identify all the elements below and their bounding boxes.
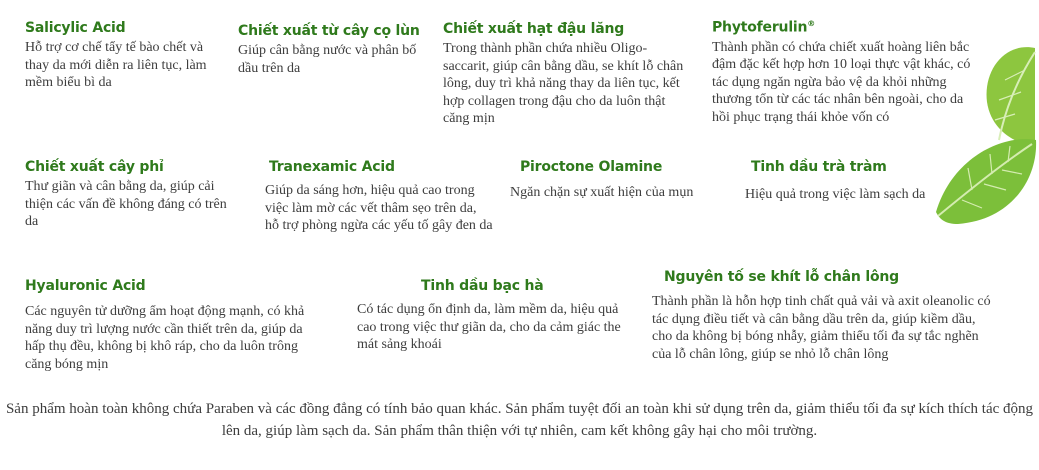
- ingredient-description: Thư giãn và cân bằng da, giúp cải thiện các vấn đề không đáng có trên da: [25, 179, 227, 229]
- ingredient-description: Giúp da sáng hơn, hiệu quả cao trong việc làm mờ các vết thâm sẹo trên da, hỗ trợ phòng ngừa các yếu tố gây đen da: [265, 183, 493, 233]
- ingredient-witch-hazel: [25, 158, 230, 231]
- ingredient-saw-palmetto: [238, 22, 428, 77]
- footer-note: Sản phẩm hoàn toàn không chứa Paraben và các đồng đẳng có tính bảo quan khác. Sản phẩm tuyệt đối an toàn khi sử dụng trên da, giảm thiểu tối đa sự kích thích tác động lên da, giúp làm sạch da. Sản phẩm thân thiện với tự nhiên, cam kết không gây hại cho môi trường.: [5, 401, 1034, 439]
- ingredient-salicylic-acid: [25, 19, 230, 92]
- ingredient-title: Tinh dầu bạc hà: [421, 278, 544, 294]
- ingredient-title: Tranexamic Acid: [269, 159, 395, 175]
- ingredient-description: Hỗ trợ cơ chế tẩy tế bào chết và thay da mới diễn ra liên tục, làm mềm biểu bì da: [25, 40, 207, 90]
- ingredient-pore-tightening: [652, 268, 992, 363]
- ingredient-title: Chiết xuất cây phỉ: [25, 159, 164, 175]
- ingredient-description: Các nguyên tử dưỡng ẩm hoạt động mạnh, có khả năng duy trì lượng nước cần thiết trên da, giúp da hấp thụ đều, không bị khô ráp, cho da luôn trông căng bóng mịn: [25, 304, 305, 372]
- ingredient-hyaluronic-acid: [25, 277, 315, 373]
- ingredient-title: Salicylic Acid: [25, 20, 126, 36]
- ingredient-title: Piroctone Olamine: [520, 159, 663, 175]
- ingredient-description: Có tác dụng ổn định da, làm mềm da, hiệu quả cao trong việc thư giãn da, cho da cảm giác the mát sảng khoái: [357, 302, 621, 352]
- ingredient-phytoferulin: [712, 15, 984, 126]
- ingredient-peppermint-oil: [357, 277, 622, 354]
- ingredient-tea-tree-oil: [745, 158, 965, 204]
- ingredient-title: Tinh dầu trà tràm: [751, 159, 887, 175]
- ingredient-tranexamic-acid: [265, 158, 493, 235]
- registered-mark: ®: [807, 19, 816, 28]
- ingredient-piroctone-olamine: [510, 158, 735, 202]
- ingredient-description: Ngăn chặn sự xuất hiện của mụn: [510, 185, 694, 200]
- ingredient-title: Hyaluronic Acid: [25, 278, 146, 294]
- ingredient-description: Thành phần có chứa chiết xuất hoàng liên bắc đậm đặc kết hợp hơn 10 loại thực vật khác, có tác dụng ngăn ngừa bảo vệ da khỏi những thương tổn từ các tác nhân bên ngoài, cho da hồi phục trạng thái khỏe vốn có: [712, 39, 971, 125]
- ingredient-description: Trong thành phần chứa nhiều Oligo-saccarit, giúp cân bằng dầu, se khít lỗ chân lông, duy trì khả năng thay da liên tục, kết hợp collagen trong đậu cho da luôn thật căng mịn: [443, 41, 684, 126]
- ingredient-description: Hiệu quả trong việc làm sạch da: [745, 187, 926, 202]
- ingredient-title: Chiết xuất hạt đậu lăng: [443, 21, 625, 37]
- ingredient-description: Giúp cân bằng nước và phân bố dầu trên da: [238, 43, 417, 76]
- ingredient-lentil-extract: [443, 20, 688, 128]
- ingredient-title: [712, 15, 984, 37]
- ingredient-title: Nguyên tố se khít lỗ chân lông: [664, 269, 899, 285]
- ingredient-description: Thành phần là hỗn hợp tinh chất quả vải và axit oleanolic có tác dụng điều tiết và cân bằng dầu trên da, giúp kiềm dầu, cho da không bị bóng nhẫy, giảm thiểu tối đa sự tắc nghẽn của lỗ chân lông, giúp se nhỏ lỗ chân lông: [652, 294, 991, 362]
- ingredient-title-text: Phytoferulin: [712, 19, 808, 36]
- ingredient-title: Chiết xuất từ cây cọ lùn: [238, 23, 420, 39]
